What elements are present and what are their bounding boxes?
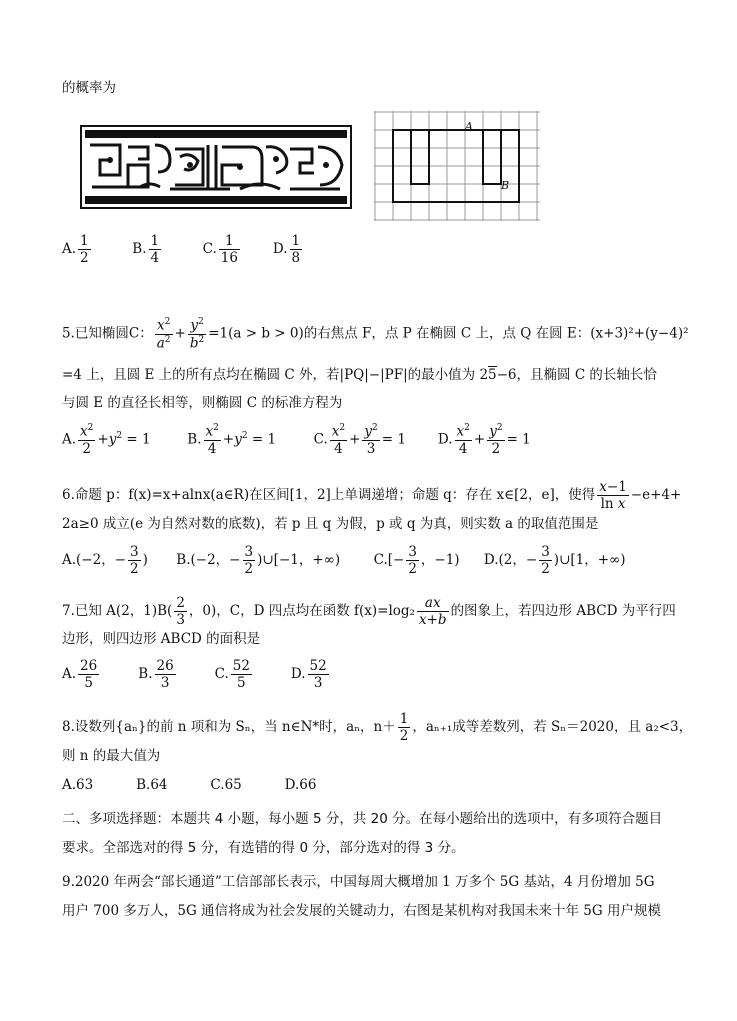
bronze-pattern-image	[80, 125, 352, 209]
q9-line1: 9.2020 年两会“部长通道”工信部部长表示，中国每周大概增加 1 万多个 5G 基站，4 月份增加 5G	[62, 874, 655, 890]
q5-line1: 5.已知椭圆C： $\frac{x^2}{a^2}$ + $\frac{y^2}{b^2}$ =1(a > b > 0)的右焦点 F，点 P 在椭圆 C 上，点 Q 在圆 E：(x+3)²+(y−4)²	[62, 317, 689, 352]
section2-line1: 二、多项选择题：本题共 4 小题，每小题 5 分，共 20 分。在每小题给出的选项中，有多项符合题目	[62, 811, 663, 827]
q5-options: A. $\frac{x^2}{2}$ $+y^2 = 1$ B. $\frac{x^2}{4}$ $+y^2 = 1$ C. $\frac{x^2}{4}$ + $\frac{y^2}{3}$ = 1 D. $\frac{x^2}{4}$ + $\frac{y^2}{2}$ = 1	[62, 423, 531, 457]
q6-line1: 6.命题 p：f(x)=x+alnx(a∈R)在区间[1，2]上单调递增；命题 q：存在 x∈[2，e]，使得 $\frac{x-1}{\text{ln x}}$ −e+4+	[62, 479, 682, 513]
q6-options: A.(−2，− $\frac{3}{2}$ ) B.(−2，− $\frac{3}{2}$ )∪[−1，+∞) C.[− $\frac{3}{2}$ ，−1) D.(2，− $\frac{3}{2}$ )∪[1，+∞)	[62, 544, 626, 578]
q7-line1: 7.已知 A(2，1)B( $\frac{2}{3}$ ，0)，C，D 四点均在函数 f(x)=log₂ $\frac{ax}{x+b}$ 的图象上，若四边形 ABCD 为平行四	[62, 595, 676, 629]
grid-figure	[374, 111, 540, 221]
q7-line2: 边形，则四边形 ABCD 的面积是	[62, 631, 261, 647]
q9-line2: 用户 700 多万人，5G 通信将成为社会发展的关键动力，右图是某机构对我国未来十年 5G 用户规模	[62, 903, 661, 919]
q5-line2: =4 上，且圆 E 上的所有点均在椭圆 C 外，若|PQ|−|PF|的最小值为 25−6，且椭圆 C 的长轴长恰	[62, 367, 657, 383]
q8-line1: 8.设数列{aₙ}的前 n 项和为 Sₙ，当 n∈N*时，aₙ，n＋ $\frac{1}{2}$ ，aₙ₊₁成等差数列，若 Sₙ＝2020，且 a₂<3，	[62, 711, 693, 745]
continued-text: 的概率为	[62, 80, 116, 96]
q7-options: A. $\frac{26}{5}$ B. $\frac{26}{3}$ C. $\frac{52}{5}$ D. $\frac{52}{3}$	[62, 658, 327, 692]
grid-label-b: B	[501, 179, 510, 192]
q5-line3: 与圆 E 的直径长相等，则椭圆 C 的标准方程为	[62, 395, 343, 411]
q8-options: A.63 B.64 C.65 D.66	[62, 777, 317, 793]
q6-line2: 2a≥0 成立(e 为自然对数的底数)，若 p 且 q 为假，p 或 q 为真，则实数 a 的取值范围是	[62, 516, 599, 532]
q4-options: A. $\frac{1}{2}$ B. $\frac{1}{4}$ C. $\frac{1}{16}$ D. $\frac{1}{8}$	[62, 233, 301, 267]
grid-label-a: A	[465, 120, 473, 133]
section2-line2: 要求。全部选对的得 5 分，有选错的得 0 分，部分选对的得 3 分。	[62, 840, 465, 856]
q8-line2: 则 n 的最大值为	[62, 748, 161, 764]
